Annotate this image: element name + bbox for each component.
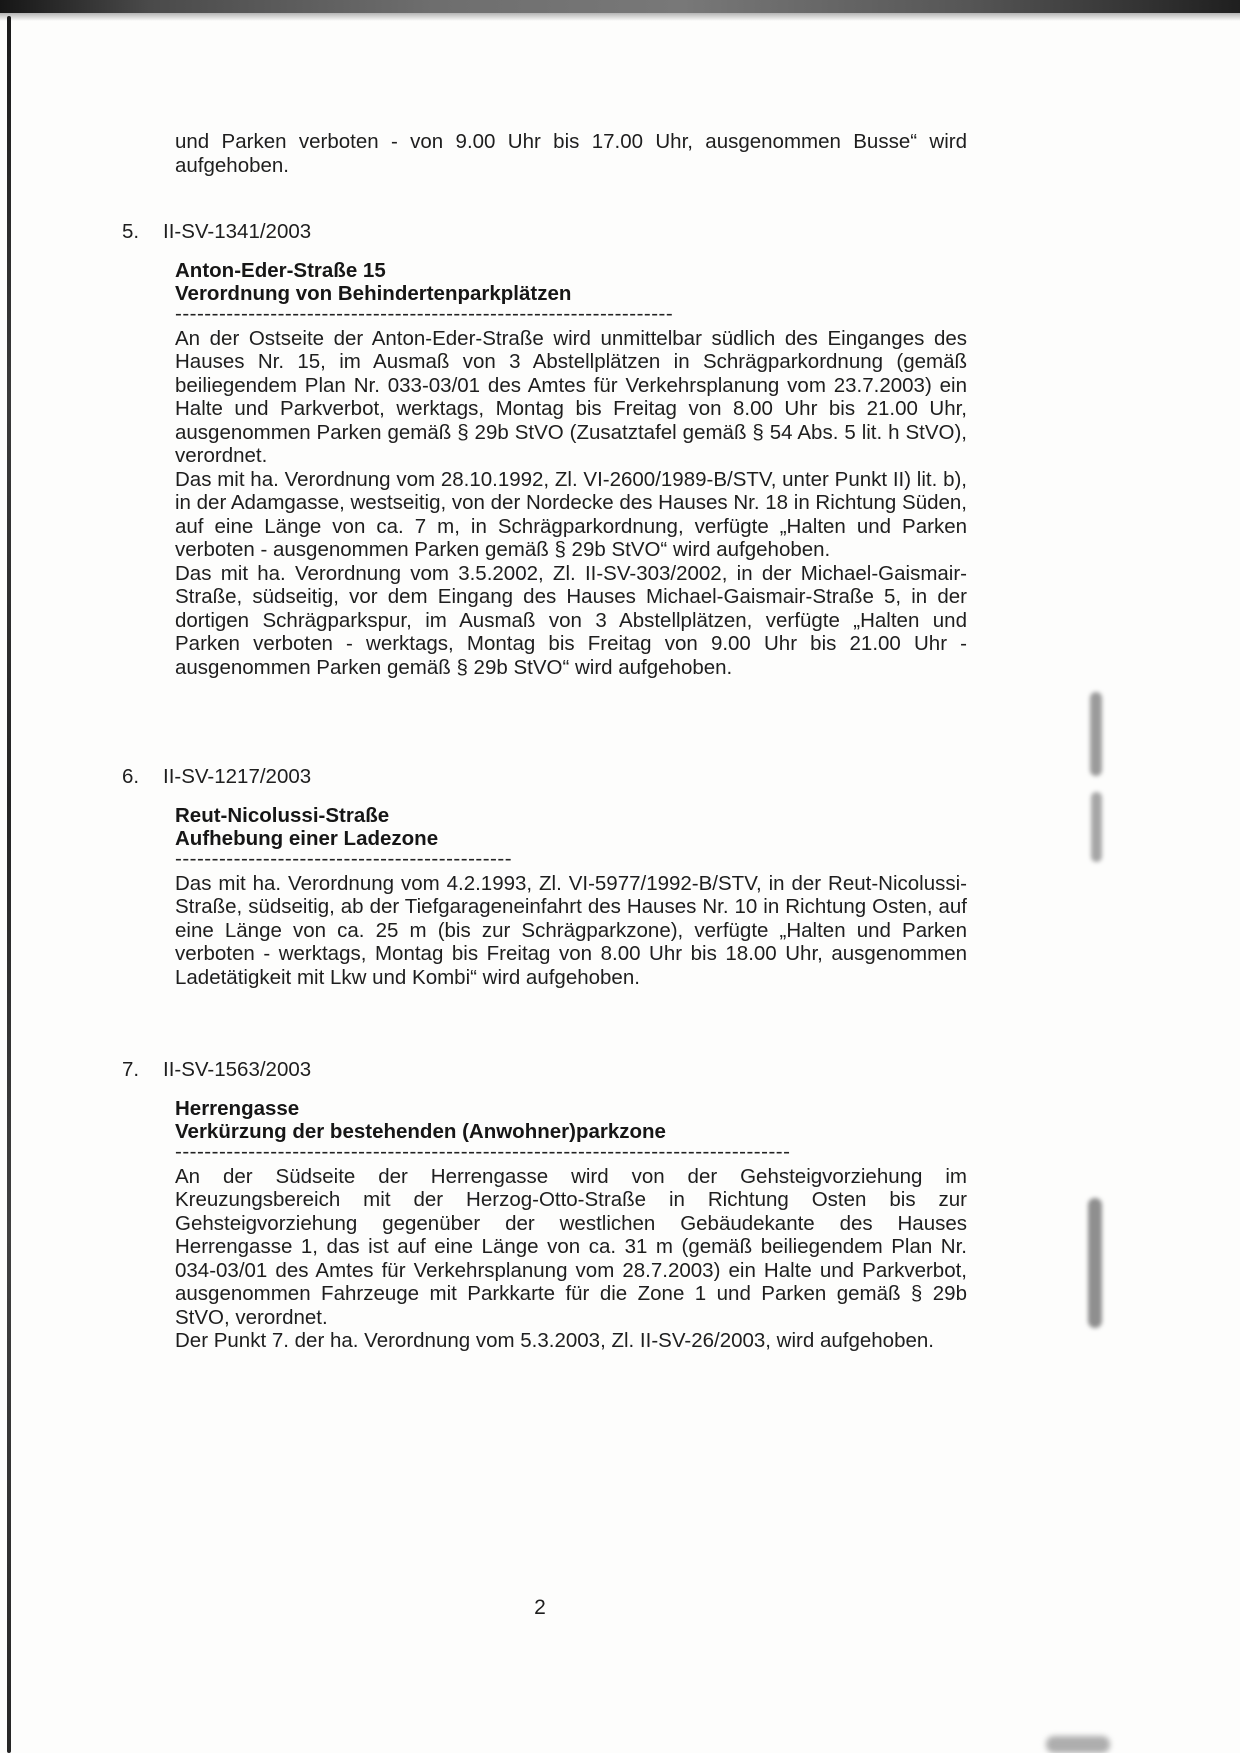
section-number: 7. xyxy=(122,1058,140,1081)
scan-artifact-right-smudge-1 xyxy=(1090,692,1102,776)
section-head xyxy=(122,220,972,244)
page-number: 2 xyxy=(534,1596,546,1619)
section-titles xyxy=(175,259,972,306)
paragraph: An der Südseite der Herrengasse wird von der Gehsteigvorziehung im Kreuzungsbereich mit der Herzog-Otto-Straße in Richtung Osten bis zur Gehsteigvorziehung gegenüber der westlichen Gebäudekante des Hauses Herrengasse 1, das ist auf eine Länge von ca. 31 m (gemäß beiliegendem Plan Nr. 034-03/01 des Amtes für Verkehrsplanung vom 28.7.2003) ein Halte und Parkverbot, ausgenommen Fahrzeuge mit Parkkarte für die Zone 1 und Parken gemäß § 29b StVO, verordnet. xyxy=(175,1164,967,1329)
section-body xyxy=(175,872,967,990)
section-title-street: Anton-Eder-Straße 15 xyxy=(175,258,386,282)
scan-artifact-bottom-smudge xyxy=(1046,1736,1110,1753)
paragraph: Das mit ha. Verordnung vom 4.2.1993, Zl. VI-5977/1992-B/STV, in der Reut-Nicolussi-Straße, südseitig, ab der Tiefgarageneinfahrt des Hauses Nr. 10 in Richtung Osten, auf eine Länge von ca. 25 m (bis zur Schrägparkzone), verfügte „Halten und Parken verboten - werktags, Montag bis Freitag von 8.00 Uhr bis 18.00 Uhr, ausgenommen Ladetätigkeit mit Lkw und Kombi“ wird aufgehoben. xyxy=(175,871,967,989)
section-title-subject: Verkürzung der bestehenden (Anwohner)parkzone xyxy=(175,1120,666,1143)
intro-paragraph: und Parken verboten - von 9.00 Uhr bis 17.00 Uhr, ausgenommen Busse“ wird aufgehoben. xyxy=(175,130,967,177)
section-body xyxy=(175,327,967,680)
section-5 xyxy=(122,220,972,679)
paragraph: Das mit ha. Verordnung vom 28.10.1992, Zl. VI-2600/1989-B/STV, unter Punkt II) lit. b), in der Adamgasse, westseitig, von der Nordecke des Hauses Nr. 18 in Richtung Süden, auf eine Länge von ca. 7 m, in Schrägparkordnung, verfügte „Halten und Parken verboten - ausgenommen Parken gemäß § 29b StVO“ wird aufgehoben. xyxy=(175,467,967,561)
section-number: 6. xyxy=(122,765,140,788)
section-6 xyxy=(122,765,972,989)
section-title-subject: Aufhebung einer Ladezone xyxy=(175,827,439,850)
section-reference: II-SV-1217/2003 xyxy=(163,765,312,788)
scan-artifact-top-edge-fade xyxy=(0,13,1240,21)
section-reference: II-SV-1563/2003 xyxy=(163,1058,312,1081)
section-title-subject: Verordnung von Behindertenparkplätzen xyxy=(175,282,572,305)
paragraph: Der Punkt 7. der ha. Verordnung vom 5.3.2003, Zl. II-SV-26/2003, wird aufgehoben. xyxy=(175,1329,934,1352)
scan-artifact-left-edge-line xyxy=(7,16,11,1753)
section-title-street: Herrengasse xyxy=(175,1096,300,1120)
scan-artifact-right-smudge-2 xyxy=(1091,792,1102,862)
scan-artifact-right-smudge-3 xyxy=(1088,1198,1102,1328)
section-head xyxy=(122,765,972,789)
paragraph: Das mit ha. Verordnung vom 3.5.2002, Zl. II-SV-303/2002, in der Michael-Gaismair-Straße, südseitig, vor dem Eingang des Hauses Michael-Gaismair-Straße 5, in der dortigen Schrägparkspur, im Ausmaß von 3 Abstellplätzen, verfügte „Halten und Parken verboten - werktags, Montag bis Freitag von 9.00 Uhr bis 21.00 Uhr - ausgenommen Parken gemäß § 29b StVO“ wird aufgehoben. xyxy=(175,561,967,679)
dashed-divider: ------------------------------------------------------------------------------------ xyxy=(175,1144,791,1158)
section-7 xyxy=(122,1058,972,1353)
dashed-divider: ---------------------------------------------- xyxy=(175,851,513,865)
section-titles xyxy=(175,1097,972,1144)
section-title-street: Reut-Nicolussi-Straße xyxy=(175,803,390,827)
section-body xyxy=(175,1165,967,1353)
section-number: 5. xyxy=(122,220,140,243)
scan-artifact-top-edge xyxy=(0,0,1240,13)
section-reference: II-SV-1341/2003 xyxy=(163,220,312,243)
section-titles xyxy=(175,804,972,851)
paragraph: An der Ostseite der Anton-Eder-Straße wird unmittelbar südlich des Einganges des Hauses Nr. 15, im Ausmaß von 3 Abstellplätzen in Schrägparkordnung (gemäß beiliegendem Plan Nr. 033-03/01 des Amtes für Verkehrsplanung vom 23.7.2003) ein Halte und Parkverbot, werktags, Montag bis Freitag von 8.00 Uhr bis 21.00 Uhr, ausgenommen Parken gemäß § 29b StVO (Zusatztafel gemäß § 54 Abs. 5 lit. h StVO), verordnet. xyxy=(175,326,967,467)
section-head xyxy=(122,1058,972,1082)
dashed-divider: -------------------------------------------------------------------- xyxy=(175,306,674,320)
